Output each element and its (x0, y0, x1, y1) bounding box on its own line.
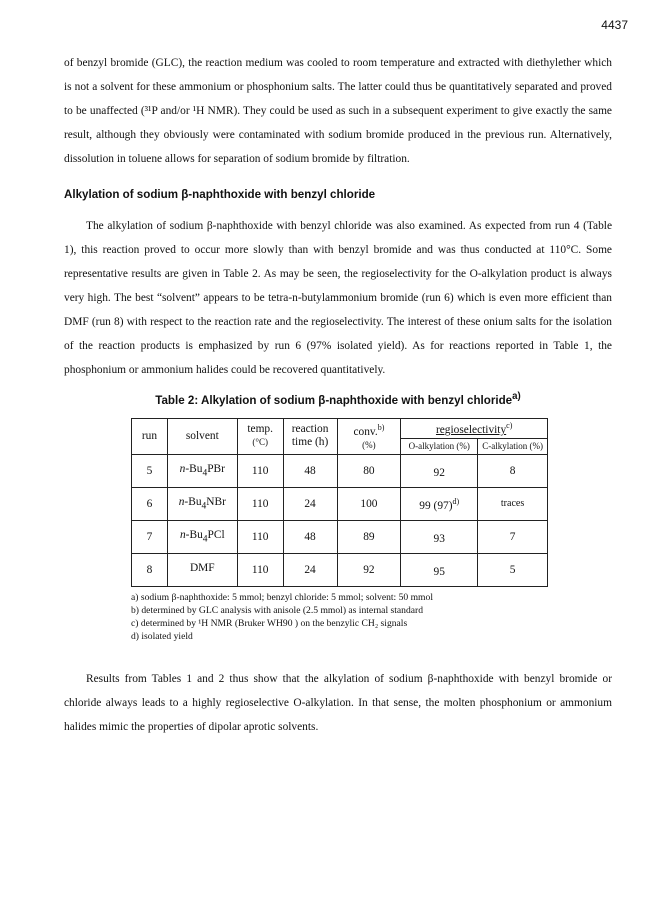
paragraph-1: of benzyl bromide (GLC), the reaction medium was cooled to room temperature and extracted with diethylether which is not a solvent for these ammonium or phosphonium salts. The latter could thus be quantitatively separated and proved to be unaffected (³¹P and/or ¹H NMR). They could be used as such in a subsequent experiment to give exactly the same result, although they obviously were contaminated with sodium bromide produced in the previous run. Alternatively, dissolution in toluene allows for separation of sodium bromide by filtration. (64, 57, 612, 165)
cell-o-alkylation: 99 $(97)^{d)}$ (401, 487, 478, 520)
footnote-d: d) isolated yield (131, 630, 193, 642)
cell-conv: 80 (337, 454, 401, 487)
header-conv-unit: (%) (362, 439, 376, 450)
cell-conv: 89 (337, 520, 401, 553)
header-regioselectivity (401, 418, 548, 438)
cell-solvent: $n-Bu_4NBr$ (167, 487, 237, 520)
cell-solvent: $n-Bu_4PBr$ (167, 454, 237, 487)
cell-c-alkylation: 7 (478, 520, 548, 553)
cell-temp: 110 (237, 520, 283, 553)
cell-c-alkylation: 5 (478, 553, 548, 586)
cell-run: 5 (132, 454, 168, 487)
cell-c-alkylation: traces (478, 487, 548, 520)
cell-temp: 110 (237, 553, 283, 586)
cell-conv: 92 (337, 553, 401, 586)
table-row (132, 487, 548, 520)
header-solvent: solvent (167, 418, 237, 454)
cell-time: 48 (283, 454, 337, 487)
cell-o-alkylation: 95 (401, 553, 478, 586)
results-table (131, 418, 548, 587)
cell-run: 6 (132, 487, 168, 520)
table-row (132, 520, 548, 553)
header-conv-label: conv. (353, 425, 378, 438)
header-temp-unit: (°C) (252, 437, 268, 448)
cell-c-alkylation: 8 (478, 454, 548, 487)
cell-o-alkylation: 92 (401, 454, 478, 487)
footnote-a: a) sodium β-naphthoxide: 5 mmol; benzyl chloride: 5 mmol; solvent: 50 mmol (131, 591, 433, 603)
header-temp (237, 418, 283, 454)
table-caption (64, 388, 612, 410)
header-conv-footnote-mark: b) (377, 422, 385, 432)
footnote-c: c) determined by ¹H NMR (Bruker WH90 ) on the benzylic CH₂ signals (131, 617, 408, 629)
cell-time: 24 (283, 487, 337, 520)
table-row (132, 553, 548, 586)
footnote-b: b) determined by GLC analysis with anisole (2.5 mmol) as internal standard (131, 604, 424, 616)
page-number: 4437 (601, 18, 628, 32)
cell-time: 24 (283, 553, 337, 586)
header-regio-footnote-mark: c) (506, 421, 513, 431)
cell-o-alkylation: 93 (401, 520, 478, 553)
cell-temp: 110 (237, 454, 283, 487)
cell-time: 48 (283, 520, 337, 553)
section-heading: Alkylation of sodium β-naphthoxide with benzyl chloride (64, 188, 376, 201)
cell-run: 7 (132, 520, 168, 553)
header-run: run (132, 418, 168, 454)
table-row (132, 454, 548, 487)
table-footnotes (131, 591, 612, 643)
page-content (64, 51, 612, 739)
table-caption-footnote-mark: a) (512, 391, 521, 402)
cell-solvent: $n-Bu_4PCl$ (167, 520, 237, 553)
header-temp-label: temp. (247, 423, 273, 436)
header-time (283, 418, 337, 454)
paragraph-3: Results from Tables 1 and 2 thus show that the alkylation of sodium β-naphthoxide with benzyl bromide or chloride always leads to a highly regioselective O-alkylation. In that sense, the molten phosphonium or ammonium halides mimic the properties of dipolar aprotic solvents. (64, 672, 612, 733)
header-regio-label: regioselectivity (435, 424, 507, 437)
cell-run: 8 (132, 553, 168, 586)
cell-temp: 110 (237, 487, 283, 520)
cell-conv: 100 (337, 487, 401, 520)
header-o-alkylation: O-alkylation (%) (401, 438, 478, 454)
paragraph-2: The alkylation of sodium β-naphthoxide with benzyl chloride was also examined. As expected from run 4 (Table 1), this reaction proved to occur more slowly than with benzyl bromide and was thus conducted at 110°C. Some representative results are given in Table 2. As may be seen, the regioselectivity for the O-alkylation product is always very high. The best “solvent” appears to be tetra-n-butylammonium bromide (run 6) which is even more efficient than DMF (run 8) with respect to the reaction rate and the regioselectivity. The interest of these onium salts for the isolation of the reaction products is emphasized by run 6 (97% isolated yield). As for reactions reported in Table 1, the phosphonium or ammonium halides could be recovered quantitatively. (64, 220, 612, 376)
header-time-label: reaction (291, 423, 329, 436)
header-conv (337, 418, 401, 454)
header-time-unit: time (h) (291, 436, 329, 449)
cell-solvent: DMF (167, 553, 237, 586)
table-caption-text: Table 2: Alkylation of sodium β-naphthoxide with benzyl chloride (155, 393, 513, 407)
header-c-alkylation: C-alkylation (%) (478, 438, 548, 454)
